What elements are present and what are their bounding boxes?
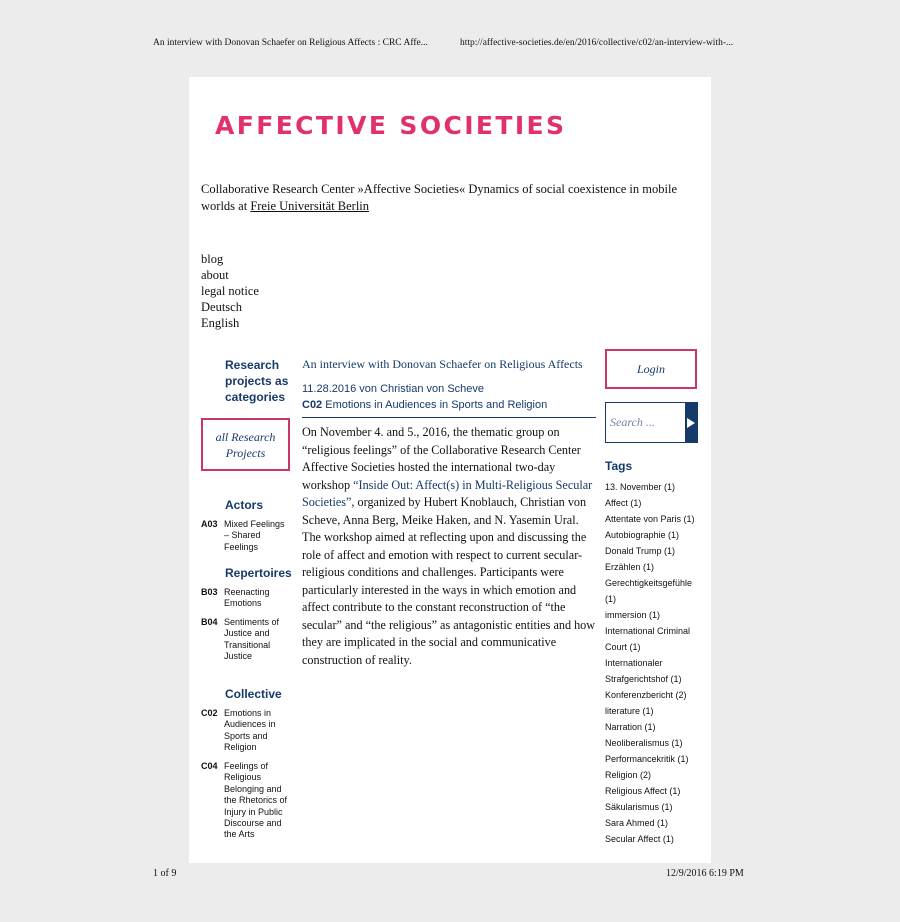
menu-item-about[interactable]: about bbox=[201, 268, 229, 282]
tag-item[interactable]: 13. November (1) bbox=[605, 482, 676, 492]
project-code: C04 bbox=[201, 761, 218, 771]
project-code: B03 bbox=[201, 587, 218, 597]
article-divider bbox=[302, 417, 596, 418]
search-submit-button[interactable] bbox=[685, 403, 697, 442]
tag-item[interactable]: Konferenzbericht (2) bbox=[605, 690, 687, 700]
print-footer-datetime: 12/9/2016 6:19 PM bbox=[666, 868, 744, 879]
project-code: C02 bbox=[201, 708, 218, 718]
site-tagline bbox=[201, 181, 691, 215]
project-code: A03 bbox=[201, 519, 218, 529]
arrow-right-icon bbox=[687, 418, 695, 428]
tag-item[interactable]: Erzählen (1) bbox=[605, 562, 655, 572]
tag-item[interactable]: Affect (1) bbox=[605, 498, 642, 508]
article-body bbox=[302, 424, 596, 669]
menu-item-english[interactable]: English bbox=[201, 316, 240, 330]
main-menu bbox=[201, 251, 259, 331]
tag-item[interactable]: Säkularismus (1) bbox=[605, 802, 673, 812]
site-logo[interactable]: AFFECTIVE SOCIETIES bbox=[215, 111, 567, 140]
tag-item[interactable]: Neoliberalismus (1) bbox=[605, 738, 683, 748]
login-label: Login bbox=[636, 361, 665, 376]
tag-item[interactable]: Narration (1) bbox=[605, 722, 656, 732]
menu-item-blog[interactable]: blog bbox=[201, 252, 224, 266]
tag-item[interactable]: literature (1) bbox=[605, 706, 654, 716]
project-label: Emotions in Audiences in Sports and Religion bbox=[224, 708, 276, 753]
project-item-b04[interactable] bbox=[201, 617, 292, 663]
tag-item[interactable]: immersion (1) bbox=[605, 610, 661, 620]
tags-title: Tags bbox=[605, 459, 633, 473]
page bbox=[189, 77, 711, 863]
tag-item[interactable]: Gerechtigkeitsgefühle (1) bbox=[605, 578, 693, 604]
project-label: Feelings of Religious Belonging and the Rhetorics of Injury in Public Discourse and the Arts bbox=[224, 761, 288, 840]
tag-list bbox=[605, 479, 701, 847]
search-input[interactable] bbox=[606, 403, 685, 442]
tag-item[interactable]: Attentate von Paris (1) bbox=[605, 514, 695, 524]
project-code: B04 bbox=[201, 617, 218, 627]
section-title-actors: Actors bbox=[225, 498, 264, 512]
tag-item[interactable]: Autobiographie (1) bbox=[605, 530, 680, 540]
all-research-projects-label: all Research Projects bbox=[215, 429, 276, 460]
menu-item-legal-notice[interactable]: legal notice bbox=[201, 284, 259, 298]
print-header-title: An interview with Donovan Schaefer on Religious Affects : CRC Affe... bbox=[153, 38, 428, 48]
menu-item-deutsch[interactable]: Deutsch bbox=[201, 300, 242, 314]
section-title-repertoires: Repertoires bbox=[225, 566, 292, 580]
workshop-link[interactable]: “Inside Out: Affect(s) in Multi-Religious Secular Societies” bbox=[302, 477, 593, 509]
project-item-c04[interactable] bbox=[201, 761, 292, 841]
project-label: Mixed Feelings – Shared Feelings bbox=[224, 519, 285, 552]
print-footer-page: 1 of 9 bbox=[153, 868, 177, 879]
article-title[interactable]: An interview with Donovan Schaefer on Religious Affects bbox=[302, 357, 583, 371]
login-button[interactable] bbox=[605, 349, 697, 389]
article-category-code: C02 bbox=[302, 399, 323, 411]
article-date-author: 11.28.2016 von Christian von Scheve bbox=[302, 383, 485, 395]
project-item-b03[interactable] bbox=[201, 587, 292, 610]
project-item-a03[interactable] bbox=[201, 519, 292, 553]
tag-item[interactable]: Donald Trump (1) bbox=[605, 546, 676, 556]
tag-item[interactable]: Sara Ahmed (1) bbox=[605, 818, 669, 828]
article-category[interactable] bbox=[302, 397, 547, 413]
tag-item[interactable]: Performancekritik (1) bbox=[605, 754, 689, 764]
tag-item[interactable]: International Criminal Court (1) bbox=[605, 626, 691, 652]
search-box bbox=[605, 402, 698, 443]
article-category-label: Emotions in Audiences in Sports and Religion bbox=[325, 399, 548, 411]
tagline-text: Collaborative Research Center »Affective Societies« Dynamics of social coexistence in mobile worlds at bbox=[201, 182, 678, 213]
project-label: Sentiments of Justice and Transitional Justice bbox=[224, 617, 280, 662]
freie-universitaet-link[interactable]: Freie Universität Berlin bbox=[250, 199, 370, 213]
tag-item[interactable]: Religious Affect (1) bbox=[605, 786, 681, 796]
article-body-rest: , organized by Hubert Knoblauch, Christian von Scheve, Anna Berg, Meike Haken, and N. Yasemin Ural. The workshop aimed at reflecting upon and discussing the role of affect and emotion with respect to current secular-religious conditions and challenges. Participants were particularly interested in the ways in which emotion and affect contribute to the constant reconstruction of “the secular” and “the religious” as antagonistic entities and how they are implicated in the social and communicative construction of reality. bbox=[302, 495, 596, 667]
tag-item[interactable]: Secular Affect (1) bbox=[605, 834, 674, 844]
project-label: Reenacting Emotions bbox=[224, 587, 270, 609]
article-meta bbox=[302, 381, 547, 413]
project-item-c02[interactable] bbox=[201, 708, 292, 754]
research-projects-title: Research projects as categories bbox=[225, 358, 289, 404]
tag-item[interactable]: Internationaler Strafgerichtshof (1) bbox=[605, 658, 682, 684]
tag-item[interactable]: Religion (2) bbox=[605, 770, 652, 780]
all-research-projects-button[interactable] bbox=[201, 418, 290, 471]
article-body-intro: On November 4. and 5., 2016, the thematic group on “religious feelings” of the Collaborative Research Center Affective Societies hosted the international two-day workshop bbox=[302, 425, 581, 492]
print-header-url: http://affective-societies.de/en/2016/collective/c02/an-interview-with-... bbox=[460, 38, 734, 48]
section-title-collective: Collective bbox=[225, 687, 282, 701]
